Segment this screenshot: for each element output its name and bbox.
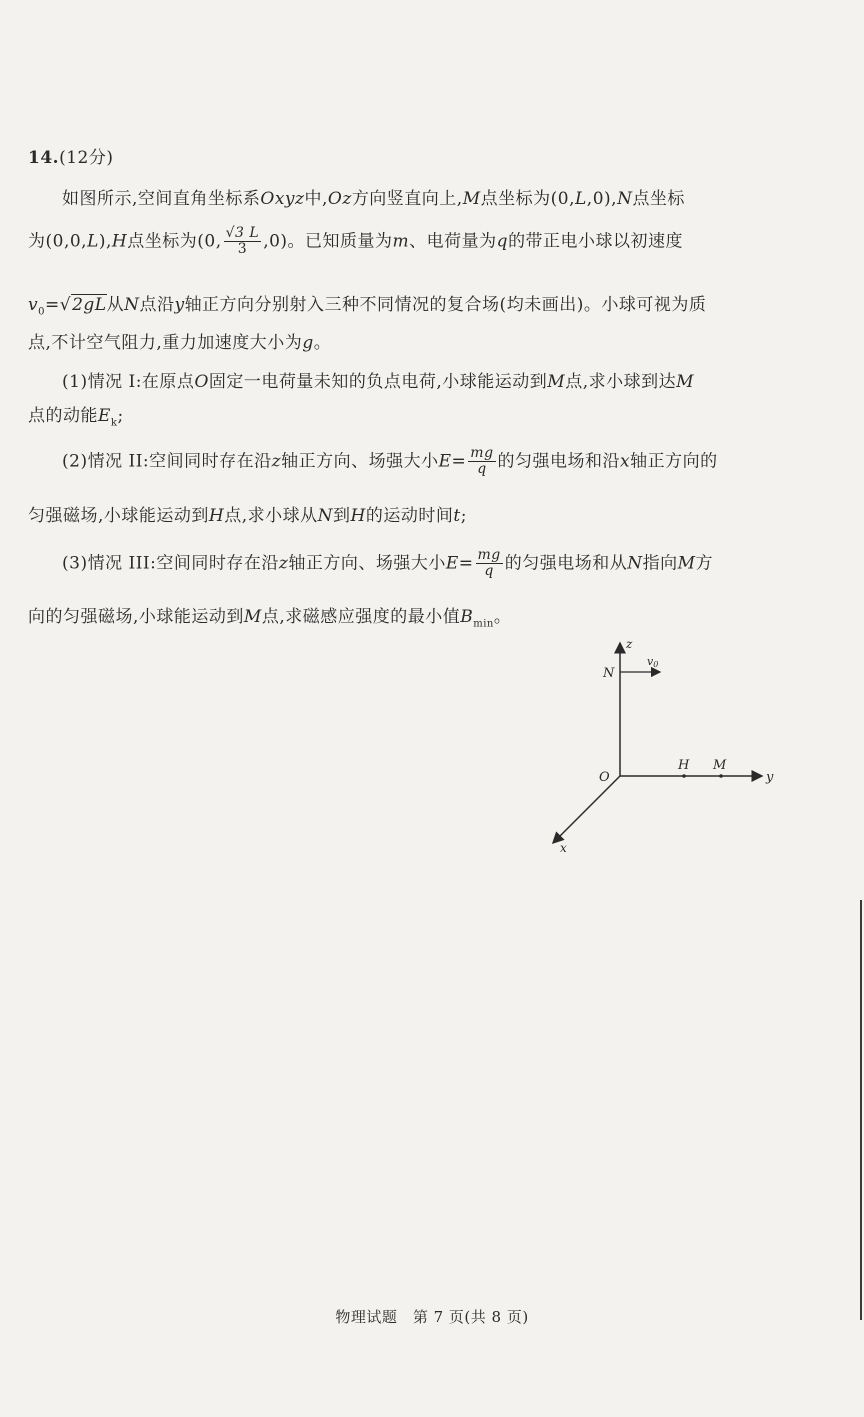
var-n: N: [124, 295, 140, 315]
var-t: t: [453, 506, 461, 526]
text: ,0)。已知质量为: [263, 231, 393, 252]
text: ,0),: [586, 189, 618, 209]
text: 到: [333, 506, 351, 526]
text: 点,求磁感应强度的最小值: [261, 607, 461, 627]
text: 点的动能: [28, 406, 98, 426]
var-m: M: [462, 189, 481, 209]
text: ),: [98, 231, 112, 252]
text: 轴正方向的: [630, 451, 718, 472]
var-l: L: [87, 231, 99, 252]
text: 点坐标为(0,: [127, 231, 222, 252]
page-edge-shadow: [860, 900, 862, 1320]
text: 如图所示,空间直角坐标系: [62, 189, 261, 209]
y-label: y: [766, 770, 774, 785]
text: 轴正方向分别射入三种不同情况的复合场(均未画出)。小球可视为质: [184, 295, 707, 315]
var-g: g: [302, 333, 314, 353]
text: 固定一电荷量未知的负点电荷,小球能运动到: [208, 372, 548, 392]
var-m: M: [547, 372, 566, 392]
fraction-mg-over-q: $\frac{mg}{q}$: [470, 445, 494, 478]
var-o: O: [194, 372, 209, 392]
text: 匀强磁场,小球能运动到: [28, 506, 209, 526]
var-m: M: [243, 607, 262, 627]
text: 的匀强电场和沿: [497, 451, 621, 472]
var-h: H: [208, 506, 225, 526]
v0-label: v0: [647, 655, 659, 669]
var-z: z: [271, 451, 282, 472]
var-n: N: [627, 553, 643, 574]
var-mass: m: [392, 231, 410, 252]
var-l: L: [575, 189, 587, 209]
text: 的匀强电场和从: [504, 553, 628, 574]
text: 向的匀强磁场,小球能运动到: [28, 607, 244, 627]
var-m: M: [676, 372, 695, 392]
text: 点沿: [139, 295, 175, 315]
point-h: [682, 774, 686, 778]
intro-line-3: $v_0=√2gL$从N点沿y轴正方向分别射入三种不同情况的复合场(均未画出)。小球可视为质: [28, 295, 707, 318]
var-ek: E: [98, 406, 111, 426]
var-z: z: [278, 553, 289, 574]
m-label: M: [713, 758, 727, 773]
var-oxyz: Oxyz: [260, 189, 305, 209]
sqrt-2gl: 2gL: [72, 295, 107, 315]
text: 方向竖直向上,: [351, 189, 463, 209]
var-n: N: [317, 506, 334, 526]
text: 中,: [304, 189, 328, 209]
text: ;: [460, 506, 467, 526]
text: (1)情况 I:在原点: [62, 372, 195, 392]
text: 从: [106, 295, 125, 315]
x-label: x: [560, 841, 567, 855]
var-x: x: [620, 451, 631, 472]
text: 轴正方向、场强大小: [288, 553, 446, 574]
text: 轴正方向、场强大小: [281, 451, 439, 472]
text: 。: [313, 333, 332, 353]
var-m: M: [677, 553, 696, 574]
x-axis: [553, 776, 620, 843]
fraction-sqrt3l-over-3: $\frac{√3 L}{3}$: [225, 225, 260, 258]
question-number: 14.: [28, 148, 60, 168]
var-y: y: [174, 295, 185, 315]
question-score: (12分): [59, 148, 114, 168]
equals: =: [458, 553, 474, 574]
var-oz: Oz: [327, 189, 352, 209]
text: 点坐标: [632, 189, 685, 209]
var-h: H: [111, 231, 128, 252]
fraction-mg-over-q: $\frac{mg}{q}$: [477, 547, 501, 580]
subscript: min: [473, 618, 494, 630]
n-label: N: [603, 666, 615, 681]
equals: =: [44, 295, 60, 315]
z-label: z: [626, 637, 633, 651]
text: 点,求小球从: [224, 506, 318, 526]
text: 的带正电小球以初速度: [508, 231, 684, 252]
text: 为(0,0,: [28, 231, 88, 252]
var-h: H: [350, 506, 366, 526]
subscript: k: [110, 417, 118, 429]
var-e: E: [445, 553, 459, 574]
o-label: O: [599, 770, 610, 785]
var-bmin: B: [460, 607, 474, 627]
var-charge: q: [496, 231, 509, 252]
page-footer: 物理试题 第 7 页(共 8 页): [335, 1308, 529, 1326]
h-label: H: [678, 758, 690, 773]
text: 。: [493, 607, 512, 627]
point-m: [719, 774, 723, 778]
var-e: E: [438, 451, 452, 472]
text: 方: [695, 553, 714, 574]
var-v0: v: [28, 295, 39, 315]
text: 的运动时间: [365, 506, 454, 526]
equals: =: [451, 451, 467, 472]
text: (3)情况 III:空间同时存在沿: [62, 553, 279, 574]
text: 、电荷量为: [409, 231, 497, 252]
text: ;: [117, 406, 124, 426]
text: 指向: [642, 553, 678, 574]
text: 点,不计空气阻力,重力加速度大小为: [28, 333, 303, 353]
text: 点坐标为(0,: [480, 189, 575, 209]
var-n: N: [617, 189, 633, 209]
text: 点,求小球到达: [565, 372, 677, 392]
subscript: 0: [38, 306, 45, 318]
text: (2)情况 II:空间同时存在沿: [62, 451, 272, 472]
